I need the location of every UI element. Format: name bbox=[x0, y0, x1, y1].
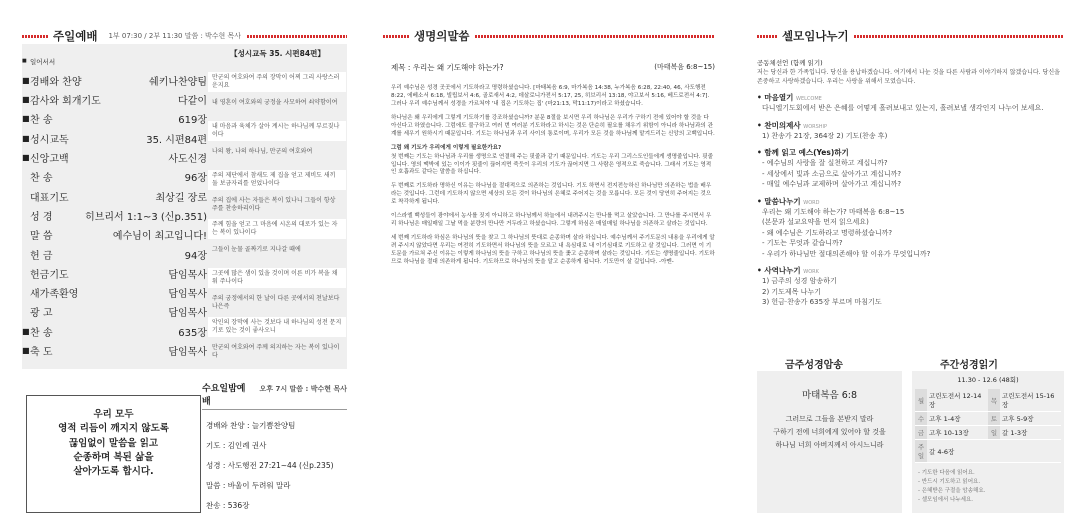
sunday-title: 주일예배 bbox=[53, 29, 98, 43]
section-title-text: 함께 읽고 예스(Yes)하기 bbox=[764, 148, 849, 158]
header-decoration bbox=[757, 35, 777, 38]
order-value: 사도신경 bbox=[168, 154, 207, 165]
order-value: 쉐키나찬양팀 bbox=[149, 76, 207, 88]
reading-cell: 금 bbox=[915, 426, 927, 440]
memory-line: 구하기 전에 너희에게 있어야 할 것을 bbox=[773, 427, 886, 436]
cell-section bbox=[757, 120, 1064, 142]
bullet-icon: ■ bbox=[22, 346, 30, 355]
reading-cell: 수 bbox=[915, 412, 927, 426]
section-tag: WORD bbox=[803, 199, 820, 206]
reading-title: 주간성경읽기 bbox=[940, 359, 998, 371]
cell-section-title: • 사역나누기 WORK bbox=[757, 266, 819, 276]
reading-cell: 토 bbox=[988, 412, 1000, 426]
order-name: 일어서서 bbox=[30, 57, 56, 66]
order-name: 축 도 bbox=[30, 347, 53, 358]
intro-text: 저는 당신과 한 가족입니다. 당신을 용납하겠습니다. 여기에서 나눈 것을 다른 사람과 이야기하지 않겠습니다. 당신을 존중하고 사랑하겠습니다. 우리는 사랑을 위해서 모였습니다. bbox=[757, 69, 1060, 85]
sermon-paragraph: 두 번째로 기도하라 명하신 이유는 하나님을 절대적으로 의존하는 것입니다. 기도 하면서 전지전능하신 하나님만 의존하는 법을 배우라는 것입니다. 그런데 기도하지 않으면 세상의 모든 것이 하나님의 은혜로 주어지는 것을 모릅니다. 모든 것이 당연히 주어지는 것으로 착각하게 됩니다. bbox=[391, 183, 712, 206]
order-value: 히브리서 1:1~3 (신p.351) bbox=[85, 211, 207, 223]
order-name: 찬 송 bbox=[30, 327, 53, 339]
meditation-line: 나의 왕, 나의 하나님, 만군의 여호와여 bbox=[212, 147, 313, 155]
section-tag: WORK bbox=[803, 269, 819, 276]
memory-line: 하나님 너희 아버지께서 아시느니라 bbox=[775, 440, 884, 449]
wednesday-line: 말씀 : 바울이 두려워 말라 bbox=[206, 480, 291, 490]
sermon-panel bbox=[383, 0, 715, 516]
order-item bbox=[22, 245, 207, 263]
section-tag: WELCOME bbox=[796, 96, 822, 103]
cell-section bbox=[757, 196, 1064, 260]
order-item bbox=[22, 168, 207, 186]
order-item bbox=[22, 284, 207, 302]
header-decoration bbox=[247, 35, 347, 38]
section-line: 1) 찬송가 21장, 364장 2) 기도(찬송 후) bbox=[762, 131, 888, 140]
sermon-subject: 제목 : 우리는 왜 기도해야 하는가? bbox=[391, 63, 504, 72]
order-name: 대표기도 bbox=[30, 192, 69, 204]
cell-section-title: • 찬미의제사 WORSHIP bbox=[757, 120, 828, 130]
sermon-paragraph: 세 번째 기도하라 하심은 하나님의 뜻을 찾고 그 하나님의 뜻대로 순종하며 살라 하십니다. 예수님께서 주기도문의 내용을 우리에게 알려 주시지 않았다면 우리는 여전히 기도하면서 하나님의 뜻을 모르고 내 욕심대로 내 이기심대로 기도하고 살 것입니다. 그러면 이 기도문을 가르쳐 주신 이유는 이렇게 하나님의 뜻을 구하고 하나님의 뜻을 좇고 순종하며 살라는 것입니다. 기도는 생명줄입니다. 기도하므로 하나님을 절대 의존하게 됩니다. 기도하므로 하나님의 뜻을 알고 순종하게 됩니다. 기도만이 살 길입니다. -아멘- bbox=[391, 235, 715, 265]
exhortation-box bbox=[26, 395, 201, 513]
reading-row bbox=[915, 412, 1061, 426]
section-line: - 매일 예수님과 교제하며 살아가고 계십니까? bbox=[762, 180, 902, 189]
order-item bbox=[22, 206, 207, 224]
order-value: 담임목사 bbox=[168, 289, 207, 301]
header-decoration bbox=[854, 35, 1064, 38]
section-line: - 세상에서 빛과 소금으로 살아가고 계십니까? bbox=[762, 169, 902, 178]
reading-cell bbox=[988, 440, 1000, 463]
order-value: 35. 시편84편 bbox=[146, 134, 207, 146]
reading-note: - 기도한 다음에 읽어요. bbox=[918, 470, 975, 476]
meditation-line: 그들이 눈물 골짜기로 지나갈 때에 bbox=[212, 245, 301, 253]
order-name: 광 고 bbox=[30, 308, 53, 320]
order-value: 635장 bbox=[178, 327, 207, 339]
meditation-line: 그곳에 많은 샘이 있을 것이며 이른 비가 복을 채워 주나이다 bbox=[208, 268, 346, 288]
wednesday-line: 기도 : 김인례 권사 bbox=[206, 440, 267, 450]
bullet-icon: ■ bbox=[22, 95, 30, 105]
wednesday-title: 수요일밤예배 bbox=[202, 384, 246, 407]
sermon-paragraph: 이스라엘 백성들이 광야에서 농사를 짓지 아니하고 하나님께서 하늘에서 내려주시는 만나를 먹고 살았습니다. 그 만나를 주시면서 우리 하나님은 매일매일 그날 먹을 분량의 만나만 거두라고 하셨습니다. 그렇게 하심은 매일매일 하나님을 의존하고 살라는 것입니다. bbox=[391, 213, 712, 228]
sunday-panel bbox=[22, 0, 347, 516]
order-name: 성 경 bbox=[30, 211, 53, 223]
reading-note: - 셀모임에서 나누세요. bbox=[918, 497, 974, 504]
sermon-paragraph: 하나님은 왜 우리에게 그렇게 기도하기를 강조하셨습니까? 분문 8절을 보시면 우리 하나님은 우리가 구하기 전에 있어야 할 것을 다 아신다고 하였습니다. 그럼에도 불구하고 여러 번 여러분 기도하라고 하시는 것은 단순히 필요를 채우기 위함이 아니라 하나님과의 관계를 세우기 원하시기 때문입니다. 기도는 하나님과 우리 사이의 통로이며, 우리가 모든 것을 하나님께 맡겨드리는 신앙의 고백입니다. bbox=[391, 114, 715, 137]
header-decoration bbox=[475, 35, 715, 38]
order-value: 담임목사 bbox=[168, 347, 207, 358]
section-title-text: 찬미의제사 bbox=[764, 120, 801, 130]
meditation-line: 내 마음과 육체가 살아 계시는 하나님께 부르짖나이다 bbox=[208, 121, 346, 141]
order-item bbox=[22, 303, 207, 321]
reading-cell: 목 bbox=[988, 389, 1000, 412]
reading-row bbox=[915, 426, 1061, 440]
order-value: 94장 bbox=[184, 250, 207, 262]
bullet-icon: ■ bbox=[22, 153, 30, 162]
meditation-line: 만군의 여호와여 주께 의지하는 자는 복이 있나이다 bbox=[212, 343, 340, 359]
wednesday-line: 경배와 찬양 : 늘기쁨찬양팀 bbox=[206, 421, 296, 430]
section-line: 2) 기도제목 나누기 bbox=[762, 287, 821, 296]
order-item bbox=[22, 226, 207, 244]
memory-title: 금주성경암송 bbox=[785, 359, 843, 371]
section-line: 1) 금주의 성경 암송하기 bbox=[762, 277, 837, 286]
section-line: - 예수님의 사랑을 잘 실천하고 계십니까? bbox=[762, 159, 888, 168]
wednesday-service bbox=[202, 381, 347, 515]
wednesday-line: 찬송 : 536장 bbox=[206, 500, 250, 510]
order-item bbox=[22, 52, 207, 70]
memory-line: 그러므로 그들을 본받지 말라 bbox=[785, 415, 874, 423]
box-line: 영적 리듬이 깨지지 않도록 bbox=[58, 423, 169, 435]
order-item bbox=[22, 71, 207, 89]
section-title-text: 말씀나누기 bbox=[764, 196, 801, 206]
reading-cell bbox=[1000, 440, 1061, 463]
bullet-icon: ■ bbox=[22, 133, 30, 143]
meditation-line: 만군의 여호와여 주의 장막이 어찌 그리 사랑스러운지요 bbox=[208, 72, 346, 92]
sunday-meta: 1부 07:30 / 2부 11:30 말씀 : 박수현 목사 bbox=[108, 32, 242, 40]
cell-section-title: • 말씀나누기 WORD bbox=[757, 196, 820, 206]
bullet-icon: ■ bbox=[22, 326, 30, 336]
section-title-text: 사역나누기 bbox=[764, 266, 801, 276]
section-line: 3) 헌금·찬송가 635장 부르며 마침기도 bbox=[762, 298, 882, 307]
order-item bbox=[22, 149, 207, 167]
reading-cell: 고후 1-4장 bbox=[927, 412, 988, 426]
order-item bbox=[22, 264, 207, 282]
order-item bbox=[22, 129, 207, 147]
reading-table bbox=[915, 389, 1061, 463]
wednesday-meta: 오후 7시 말씀 : 박수현 목사 bbox=[259, 385, 347, 393]
reading-cell: 주일 bbox=[915, 440, 927, 463]
reading-notes bbox=[918, 469, 1064, 505]
reading-note: - 반드시 기도하고 읽어요. bbox=[918, 479, 981, 486]
reading-cell: 고후 5-9장 bbox=[1000, 412, 1061, 426]
order-value: 619장 bbox=[178, 115, 207, 127]
meditation-line: 주의 집에 사는 자들은 복이 있나니 그들이 항상 주를 찬송하리이다 bbox=[212, 196, 336, 212]
sermon-reference: (마태복음 6:8~15) bbox=[654, 63, 715, 71]
sermon-body bbox=[391, 85, 715, 267]
section-title-text: 마음열기 bbox=[764, 93, 794, 103]
box-line: 순종하며 복된 삶을 bbox=[73, 451, 154, 463]
wednesday-line: 성경 : 사도행전 27:21~44 (신p.235) bbox=[206, 460, 334, 470]
section-line: - 기도는 무엇과 같습니까? bbox=[762, 239, 843, 248]
box-line: 살아가도록 합시다. bbox=[73, 466, 154, 477]
reading-cell: 월 bbox=[915, 389, 927, 412]
order-item bbox=[22, 91, 207, 109]
meditation bbox=[208, 44, 347, 369]
reading-cell: 갈 4-6장 bbox=[927, 440, 988, 463]
order-item bbox=[22, 187, 207, 205]
order-item bbox=[22, 322, 207, 340]
sermon-paragraph: 첫 번째는 기도는 하나님과 우리를 생명으로 연결해 주는 핏줄과 같기 때문입니다. 기도는 우리 그리스도인들에게 생명줄입니다. 핏줄입니다. 영의 맥박에 있는 이이가 핏줄이 끊어지면 죽듯이 우리의 기도가 끊어지면 그 사람은 영적으로 죽습니다. 그래서 기도는 영적인 호흡과도 같다는 말씀을 하십니다. bbox=[391, 153, 714, 176]
bullet-icon: ■ bbox=[22, 75, 30, 85]
reading-cell: 고린도전서 12-14장 bbox=[927, 389, 988, 412]
box-line: 우리 모두 bbox=[93, 409, 134, 420]
reading-cell: 고린도전서 15-16장 bbox=[1000, 389, 1061, 412]
box-line: 끊임없이 말씀을 읽고 bbox=[68, 437, 159, 449]
order-name: 찬 송 bbox=[30, 115, 53, 127]
order-item bbox=[22, 110, 207, 128]
order-name: 감사와 회개기도 bbox=[30, 96, 101, 108]
header-decoration bbox=[22, 35, 48, 38]
cell-panel bbox=[757, 0, 1064, 516]
cell-section bbox=[757, 92, 1064, 114]
order-name: 새가족환영 bbox=[30, 289, 79, 301]
order-value: 담임목사 bbox=[168, 269, 207, 281]
memory-verse: 마태복음 6:8 bbox=[801, 390, 858, 401]
section-line: - 우리가 하나님만 절대의존해야 할 이유가 무엇입니까? bbox=[762, 249, 931, 258]
reading-cell: 일 bbox=[988, 426, 1000, 440]
meditation-line: 주의 궁정에서의 한 날이 다른 곳에서의 천날보다 나은즉 bbox=[212, 294, 340, 310]
bullet-icon: ■ bbox=[22, 114, 30, 124]
worship-order bbox=[22, 44, 347, 369]
order-value: 담임목사 bbox=[168, 308, 207, 320]
section-line: (본문과 설교요약을 먼저 읽으세요) bbox=[762, 218, 869, 227]
bullet-icon: ■ bbox=[22, 58, 27, 64]
cell-section bbox=[757, 147, 1064, 190]
cell-section-title: • 함께 읽고 예스(Yes)하기 bbox=[757, 148, 849, 158]
reading-cell: 고후 10-13장 bbox=[927, 426, 988, 440]
section-line: - 왜 예수님은 기도하라고 명령하셨습니까? bbox=[762, 228, 893, 237]
order-name: 성시교독 bbox=[30, 134, 69, 146]
section-tag: WORSHIP bbox=[803, 123, 828, 130]
intro-title: 공동체선언 (함께 읽기) bbox=[757, 59, 823, 67]
order-item bbox=[22, 342, 207, 360]
meditation-line: 주께 힘을 얻고 그 마음에 시온의 대로가 있는 자는 복이 있나이다 bbox=[208, 219, 346, 239]
cell-section bbox=[757, 265, 1064, 308]
order-name: 신앙고백 bbox=[30, 154, 69, 165]
sermon-paragraph: 그럼 왜 기도가 우리에게 이렇게 필요한가요? bbox=[391, 144, 502, 151]
order-name: 말 씀 bbox=[30, 231, 53, 243]
order-name: 찬 송 bbox=[30, 173, 53, 185]
memory-verse-box bbox=[757, 355, 902, 513]
order-value: 다같이 bbox=[178, 96, 207, 108]
order-value: 최상길 장로 bbox=[155, 192, 207, 204]
order-value: 96장 bbox=[184, 173, 207, 185]
section-line: 다니엘기도회에서 받은 은혜를 어떻게 흘려보내고 있는지, 흘려보낼 생각인지 나누어 보세요. bbox=[762, 104, 1044, 113]
reading-cell: 갈 1-3장 bbox=[1000, 426, 1061, 440]
meditation-line: 주의 제단에서 참새도 제 집을 얻고 제비도 새끼 둘 보금자리를 얻었나이다 bbox=[208, 170, 346, 190]
order-value: 예수님이 최고입니다! bbox=[112, 231, 207, 243]
reading-note: - 은혜받은 구절을 암송해요. bbox=[918, 488, 986, 495]
cell-title: 셀모임나누기 bbox=[782, 29, 849, 43]
reading-row bbox=[915, 389, 1061, 412]
meditation-line: 내 영혼이 여호와의 궁정을 사모하여 쇠약함이여 bbox=[212, 98, 338, 106]
reading-period: 11.30 - 12.6 (48회) bbox=[957, 376, 1019, 384]
order-name: 헌금기도 bbox=[30, 269, 69, 281]
bible-reading-box bbox=[912, 355, 1064, 513]
order-name: 헌 금 bbox=[30, 250, 53, 262]
meditation-line: 악인의 장막에 사는 것보다 내 하나님의 성전 문지기로 있는 것이 좋사오니 bbox=[208, 317, 346, 337]
order-name: 경배와 찬양 bbox=[30, 76, 82, 88]
cell-section-title: • 마음열기 WELCOME bbox=[757, 93, 822, 103]
meditation-head: 【성시교독 35. 시편84편】 bbox=[230, 49, 325, 58]
section-line: 우리는 왜 기도해야 하는가? 마태복음 6:8~15 bbox=[762, 207, 905, 216]
sermon-paragraph: 우리 예수님은 성경 곳곳에서 기도하라고 명령하셨습니다. [마태복음 6:9, 마가복음 14:38, 누가복음 6:28, 22:40, 46, 사도행전 8:22, 에베소서 6:18, 빌립보서 4:6, 골로새서 4:2, 데살로니가전서 5:17, 25, 히브리서 13:18, 야고보서 5:16, 베드로전서 4:7]. 그러나 우리 예수님께서 성경을 가르쳐야 '내 집은 기도하는 집' (마21:13, 막11:17)이라고 하셨습니다. bbox=[391, 85, 710, 107]
sermon-title: 생명의말씀 bbox=[414, 29, 470, 43]
reading-row bbox=[915, 440, 1061, 463]
header-decoration bbox=[383, 35, 409, 38]
